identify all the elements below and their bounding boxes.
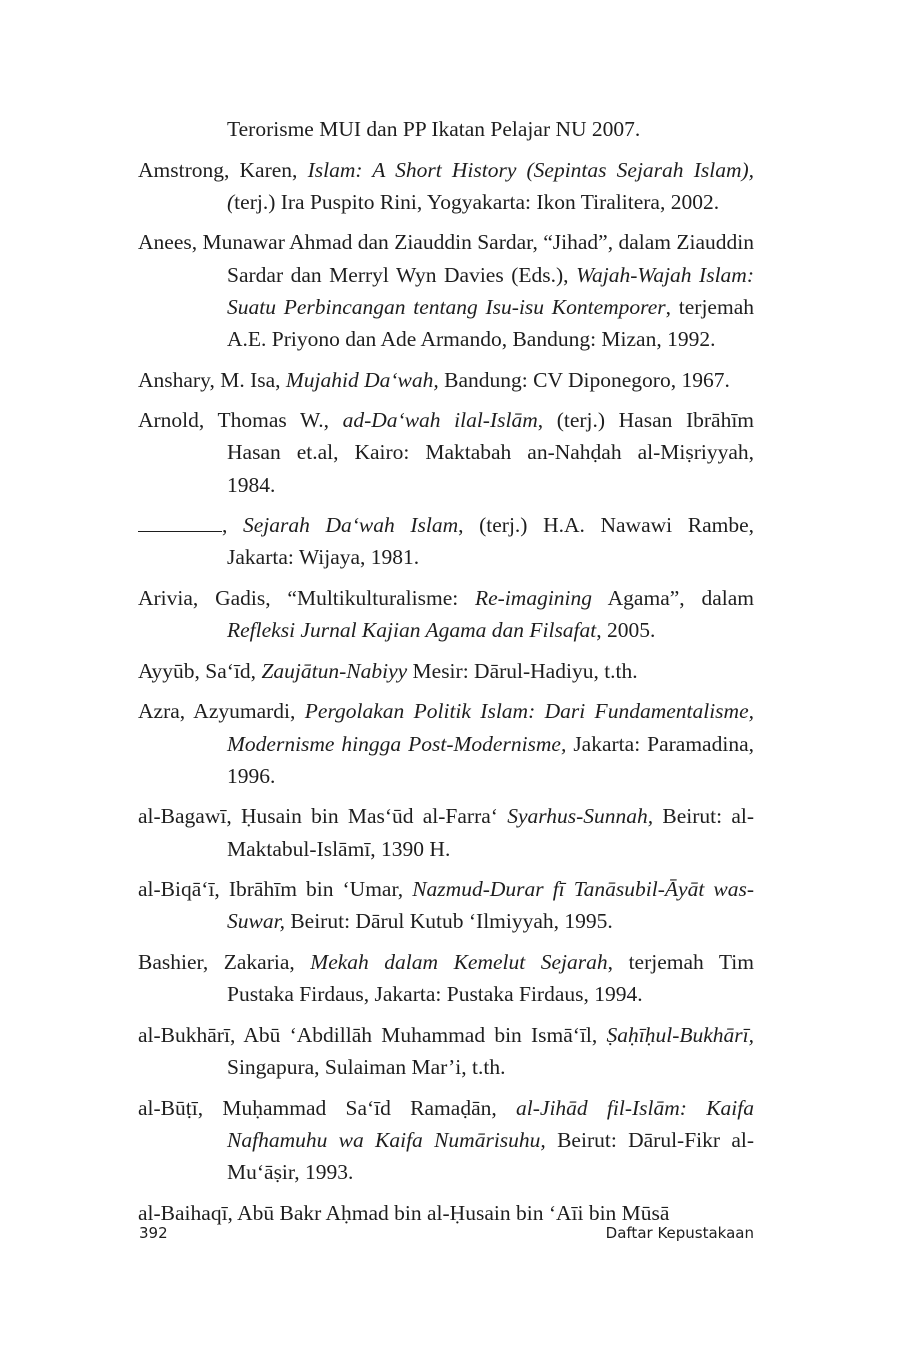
entry-text: Jakarta: Paramadina, 1996.: [227, 731, 754, 788]
bibliography-entry: [138, 1019, 754, 1083]
entry-text: Amstrong, Karen,: [138, 157, 308, 182]
entry-text: Ayyūb, Sa‘īd,: [138, 658, 262, 683]
entry-title-italic: Pergolakan Politik Islam: Dari Fundamentalisme, Modernisme hingga Post-Modernisme,: [227, 699, 754, 756]
entry-title-italic: Sejarah Da‘wah Islam: [242, 513, 459, 538]
entry-text: , terjemah Tim Pustaka Firdaus, Jakarta: Pustaka Firdaus, 1994.: [227, 949, 754, 1007]
entry-text: Bandung: CV Diponegoro, 1967.: [438, 367, 730, 392]
entry-text: al-Bukhārī, Abū ‘Abdillāh Muhammad bin Ismā‘īl,: [138, 1022, 607, 1047]
entry-text: Mesir: Dārul-Hadiyu, t.th.: [407, 658, 638, 683]
entry-title-italic: Zaujātun-Nabiyy: [261, 658, 408, 683]
bibliography-entry: [138, 1092, 754, 1189]
bibliography-entry: [138, 695, 754, 792]
entry-text: al-Būṭī, Muḥammad Sa‘īd Ramaḍān,: [138, 1095, 517, 1120]
entry-text: Azra, Azyumardi,: [138, 699, 305, 724]
entry-text: Arnold, Thomas W.,: [138, 408, 343, 433]
entry-text: Anees, Munawar Ahmad dan Ziauddin Sardar, “Jihad”, dalam Ziauddin Sardar dan Merryl Wyn Davies (Eds.),: [138, 230, 754, 287]
page-number: 392: [139, 1224, 168, 1242]
entry-title-italic: Wajah-Wajah Islam: Suatu Perbincangan tentang Isu-isu Kontemporer: [227, 262, 754, 319]
entry-text: al-Bagawī, Ḥusain bin Mas‘ūd al-Farra‘: [138, 804, 508, 829]
entry-title-italic: ad-Da‘wah ilal-Islām: [342, 408, 538, 433]
entry-text: terj.) Ira Puspito Rini, Yogyakarta: Ikon Tiralitera, 2002.: [234, 189, 720, 214]
entry-text: Beirut: Dārul Kutub ‘Ilmiyyah, 1995.: [284, 909, 613, 934]
bibliography-list: [138, 113, 754, 1237]
entry-text: Anshary, M. Isa,: [138, 367, 286, 392]
entry-title-italic: Islam: A Short History (Sepintas Sejarah Islam), (: [227, 157, 754, 214]
entry-title-italic: Mujahid Da‘wah,: [285, 367, 439, 392]
entry-title-italic: Ṣaḥīḥul-Bukhārī,: [606, 1022, 754, 1047]
running-title: Daftar Kepustakaan: [605, 1224, 754, 1242]
bibliography-entry: [138, 655, 754, 687]
entry-text: ,: [222, 513, 243, 538]
entry-title-italic: Nazmud-Durar fī Tanāsubil-Āyāt was-Suwar,: [227, 877, 754, 934]
entry-text: Beirut: Dārul-Fikr al-Mu‘āṣir, 1993.: [227, 1127, 755, 1184]
bibliography-entry: [138, 364, 754, 396]
entry-text: Singapura, Sulaiman Mar’i, t.th.: [227, 1054, 506, 1079]
repeated-author-dash: [138, 513, 222, 532]
entry-text: Bashier, Zakaria,: [138, 949, 311, 974]
bibliography-entry: [138, 582, 754, 646]
entry-title-italic: Re-imagining: [475, 585, 593, 610]
entry-text: , 2005.: [596, 618, 656, 643]
entry-text: , terjemah A.E. Priyono dan Ade Armando, Bandung: Mizan, 1992.: [227, 294, 754, 351]
entry-title-italic: Syarhus-Sunnah,: [507, 804, 654, 829]
entry-text: , (terj.) H.A. Nawawi Rambe, Jakarta: Wijaya, 1981.: [227, 513, 755, 570]
bibliography-entry: [138, 404, 754, 501]
bibliography-entry: [138, 113, 754, 145]
entry-text: Terorisme MUI dan PP Ikatan Pelajar NU 2007.: [227, 117, 641, 141]
entry-text: al-Biqā‘ī, Ibrāhīm bin ‘Umar,: [138, 877, 413, 902]
entry-text: Agama”, dalam: [592, 585, 754, 610]
bibliography-entry: [138, 154, 754, 218]
bibliography-entry: [138, 509, 754, 573]
entry-text: Arivia, Gadis, “Multikulturalisme:: [138, 585, 475, 610]
bibliography-entry: [138, 226, 754, 355]
entry-text: , (terj.) Hasan Ibrāhīm Hasan et.al, Kairo: Maktabah an-Nahḍah al-Miṣriyyah, 1984.: [227, 408, 755, 497]
bibliography-entry: [138, 800, 754, 864]
entry-title-italic: al-Jihād fil-Islām: Kaifa Nafhamuhu wa Kaifa Numārisuhu,: [227, 1095, 755, 1152]
entry-text: Beirut: al-Maktabul-Islāmī, 1390 H.: [227, 804, 755, 861]
entry-title-italic: Mekah dalam Kemelut Sejarah: [310, 949, 608, 974]
bibliography-entry: [138, 946, 754, 1010]
entry-text: al-Baihaqī, Abū Bakr Aḥmad bin al-Ḥusain bin ‘Aīi bin Mūsā: [138, 1200, 670, 1225]
entry-title-italic: Refleksi Jurnal Kajian Agama dan Filsafat: [227, 618, 597, 643]
bibliography-entry: [138, 873, 754, 937]
